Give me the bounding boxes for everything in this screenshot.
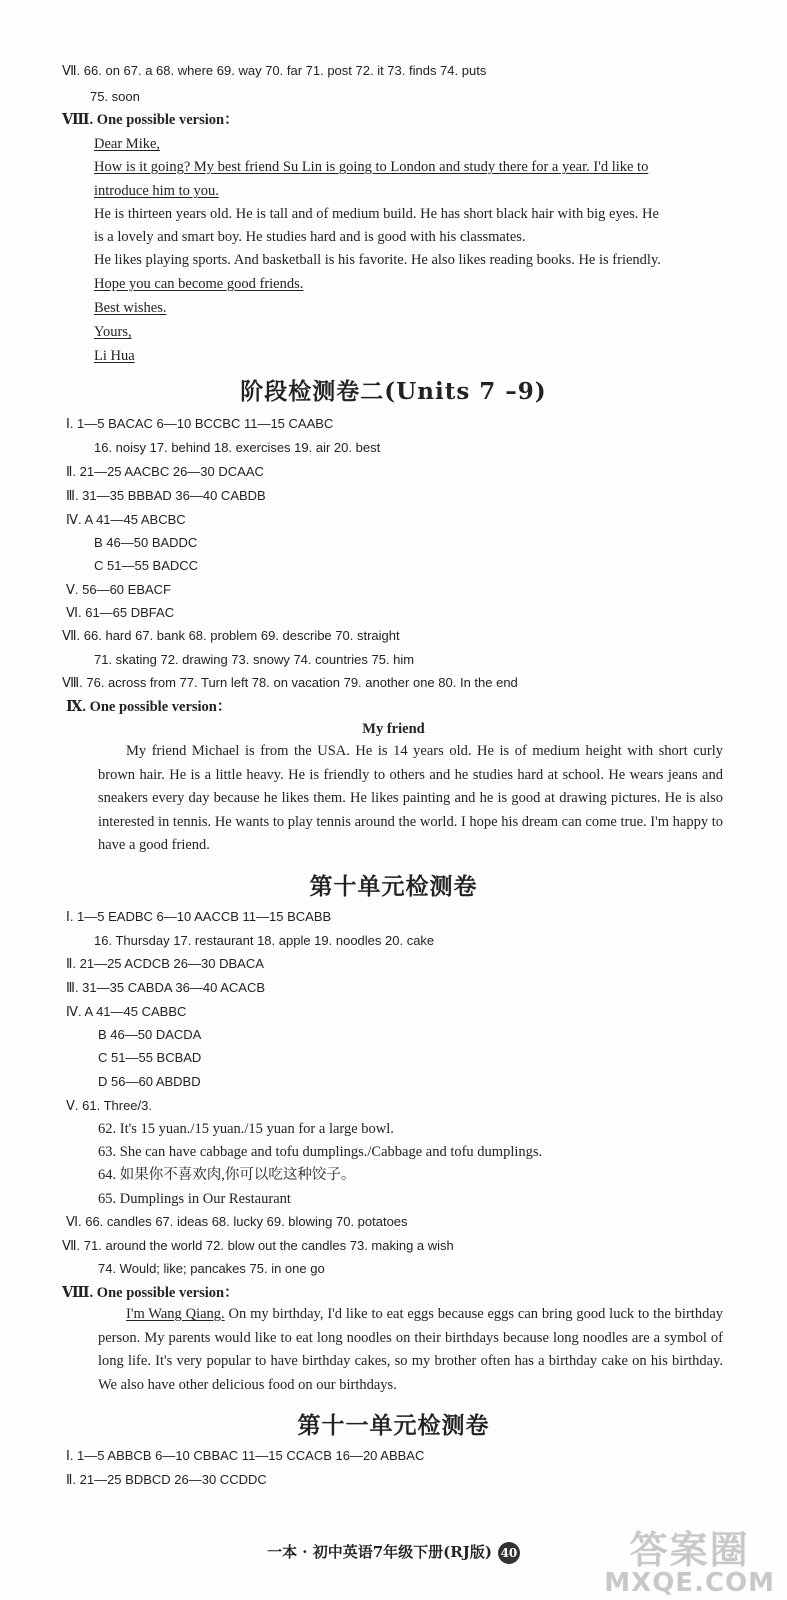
s3-vii-b: 74. Would; like; pancakes 75. in one go	[98, 1261, 325, 1276]
s3-v-64: 64. 如果你不喜欢肉,你可以吃这种饺子。	[98, 1167, 356, 1183]
s2-i-a: Ⅰ. 1—5 BACAC 6—10 BCCBC 11—15 CAABC	[66, 416, 334, 431]
s3-iv-a: Ⅳ. A 41—45 CABBC	[66, 1004, 187, 1019]
section-title-unit-11: 第十一单元检测卷	[297, 1412, 490, 1439]
s3-v-62: 62. It's 15 yuan./15 yuan./15 yuan for a large bowl.	[98, 1121, 394, 1137]
s1-vii-b: 75. soon	[90, 89, 140, 104]
s3-essay	[98, 1303, 723, 1397]
letter-l5: is a lovely and smart boy. He studies hard and is good with his classmates.	[94, 229, 526, 245]
s2-i-b: 16. noisy 17. behind 18. exercises 19. air 20. best	[94, 440, 381, 455]
watermark-logo	[604, 1519, 775, 1598]
watermark-bottom: MXQE.COM	[604, 1568, 775, 1598]
s1-vii-a: Ⅶ. 66. on 67. a 68. where 69. way 70. far 71. post 72. it 73. finds 74. puts	[62, 63, 487, 78]
s2-ix-head: Ⅸ. One possible version：	[66, 699, 232, 715]
letter-l1: Dear Mike,	[94, 136, 161, 152]
s3-iii: Ⅲ. 31—35 CABDA 36—40 ACACB	[66, 980, 266, 995]
s2-vii-a: Ⅶ. 66. hard 67. bank 68. problem 69. describe 70. straight	[62, 628, 400, 643]
s3-iv-b: B 46—50 DACDA	[98, 1027, 202, 1042]
letter-l10: Li Hua	[94, 348, 135, 364]
letter-l4: He is thirteen years old. He is tall and of medium build. He has short black hair with big eyes. He	[94, 206, 659, 222]
s2-iii: Ⅲ. 31—35 BBBAD 36—40 CABDB	[66, 488, 266, 503]
letter-l2: How is it going? My best friend Su Lin is going to London and study there for a year. I'd like to	[94, 159, 649, 175]
s3-viii-head: Ⅷ. One possible version：	[62, 1285, 239, 1301]
s2-iv-c: C 51—55 BADCC	[94, 558, 199, 573]
essay-title-my-friend: My friend	[362, 721, 425, 737]
s4-i: Ⅰ. 1—5 ABBCB 6—10 CBBAC 11—15 CCACB 16—20 ABBAC	[66, 1448, 425, 1463]
letter-l6: He likes playing sports. And basketball is his favorite. He also likes reading books. He is friendly.	[94, 252, 661, 268]
s3-essay-text: On my birthday, I'd like to eat eggs because eggs can bring good luck to the birthday person. My parents would like to eat long noodles on their birthdays because long noodles are a symbol of long life. It's very popular to have birthday cakes, so my brother often has a birthday cake on his birthday. We also have other delicious food on our birthdays.	[98, 1306, 724, 1393]
s2-ii: Ⅱ. 21—25 AACBC 26—30 DCAAC	[66, 464, 264, 479]
s2-vii-b: 71. skating 72. drawing 73. snowy 74. countries 75. him	[94, 652, 415, 667]
s3-i-a: Ⅰ. 1—5 EADBC 6—10 AACCB 11—15 BCABB	[66, 909, 332, 924]
s2-iv-a: Ⅳ. A 41—45 ABCBC	[66, 512, 186, 527]
s2-vi: Ⅵ. 61—65 DBFAC	[66, 605, 175, 620]
s3-i-b: 16. Thursday 17. restaurant 18. apple 19. noodles 20. cake	[94, 933, 435, 948]
s3-vii-a: Ⅶ. 71. around the world 72. blow out the candles 73. making a wish	[62, 1238, 454, 1253]
letter-l3: introduce him to you.	[94, 183, 219, 199]
letter-l7: Hope you can become good friends.	[94, 276, 304, 292]
letter-l9: Yours,	[94, 324, 132, 340]
s3-iv-d: D 56—60 ABDBD	[98, 1074, 201, 1089]
s2-iv-b: B 46—50 BADDC	[94, 535, 198, 550]
s2-v: Ⅴ. 56—60 EBACF	[66, 582, 171, 597]
s3-iv-c: C 51—55 BCBAD	[98, 1050, 202, 1065]
watermark-top: 答案圈	[629, 1528, 750, 1572]
s3-ii: Ⅱ. 21—25 ACDCB 26—30 DBACA	[66, 956, 264, 971]
section-title-unit-10: 第十单元检测卷	[309, 873, 478, 900]
s2-essay	[98, 740, 723, 858]
s2-viii: Ⅷ. 76. across from 77. Turn left 78. on vacation 79. another one 80. In the end	[62, 675, 518, 690]
letter-l8: Best wishes.	[94, 300, 167, 316]
footer-text: 一本 · 初中英语7年级下册(RJ版)	[267, 1543, 492, 1561]
s3-v-61: Ⅴ. 61. Three/3.	[66, 1098, 152, 1113]
s3-v-63: 63. She can have cabbage and tofu dumplings./Cabbage and tofu dumplings.	[98, 1144, 543, 1160]
s1-viii-head: Ⅷ. One possible version：	[62, 112, 239, 128]
s2-essay-text: My friend Michael is from the USA. He is 14 years old. He is of medium height with short curly brown hair. He is a little heavy. He is friendly to others and he studies hard at school. He wears jeans and sneakers every day because he likes them. He likes painting and he is good at drawing pictures. He is also interested in tennis. He wants to play tennis around the world. I hope his dream can come true. I'm happy to have a good friend.	[98, 743, 723, 853]
s3-v-65: 65. Dumplings in Our Restaurant	[98, 1191, 291, 1207]
section-title-units-7-9: 阶段检测卷二(Units 7 –9)	[240, 378, 547, 405]
page-number: 40	[498, 1542, 520, 1564]
s4-ii: Ⅱ. 21—25 BDBCD 26—30 CCDDC	[66, 1472, 267, 1487]
s3-vi: Ⅵ. 66. candles 67. ideas 68. lucky 69. blowing 70. potatoes	[66, 1214, 408, 1229]
s3-essay-start: I'm Wang Qiang.	[126, 1306, 225, 1322]
